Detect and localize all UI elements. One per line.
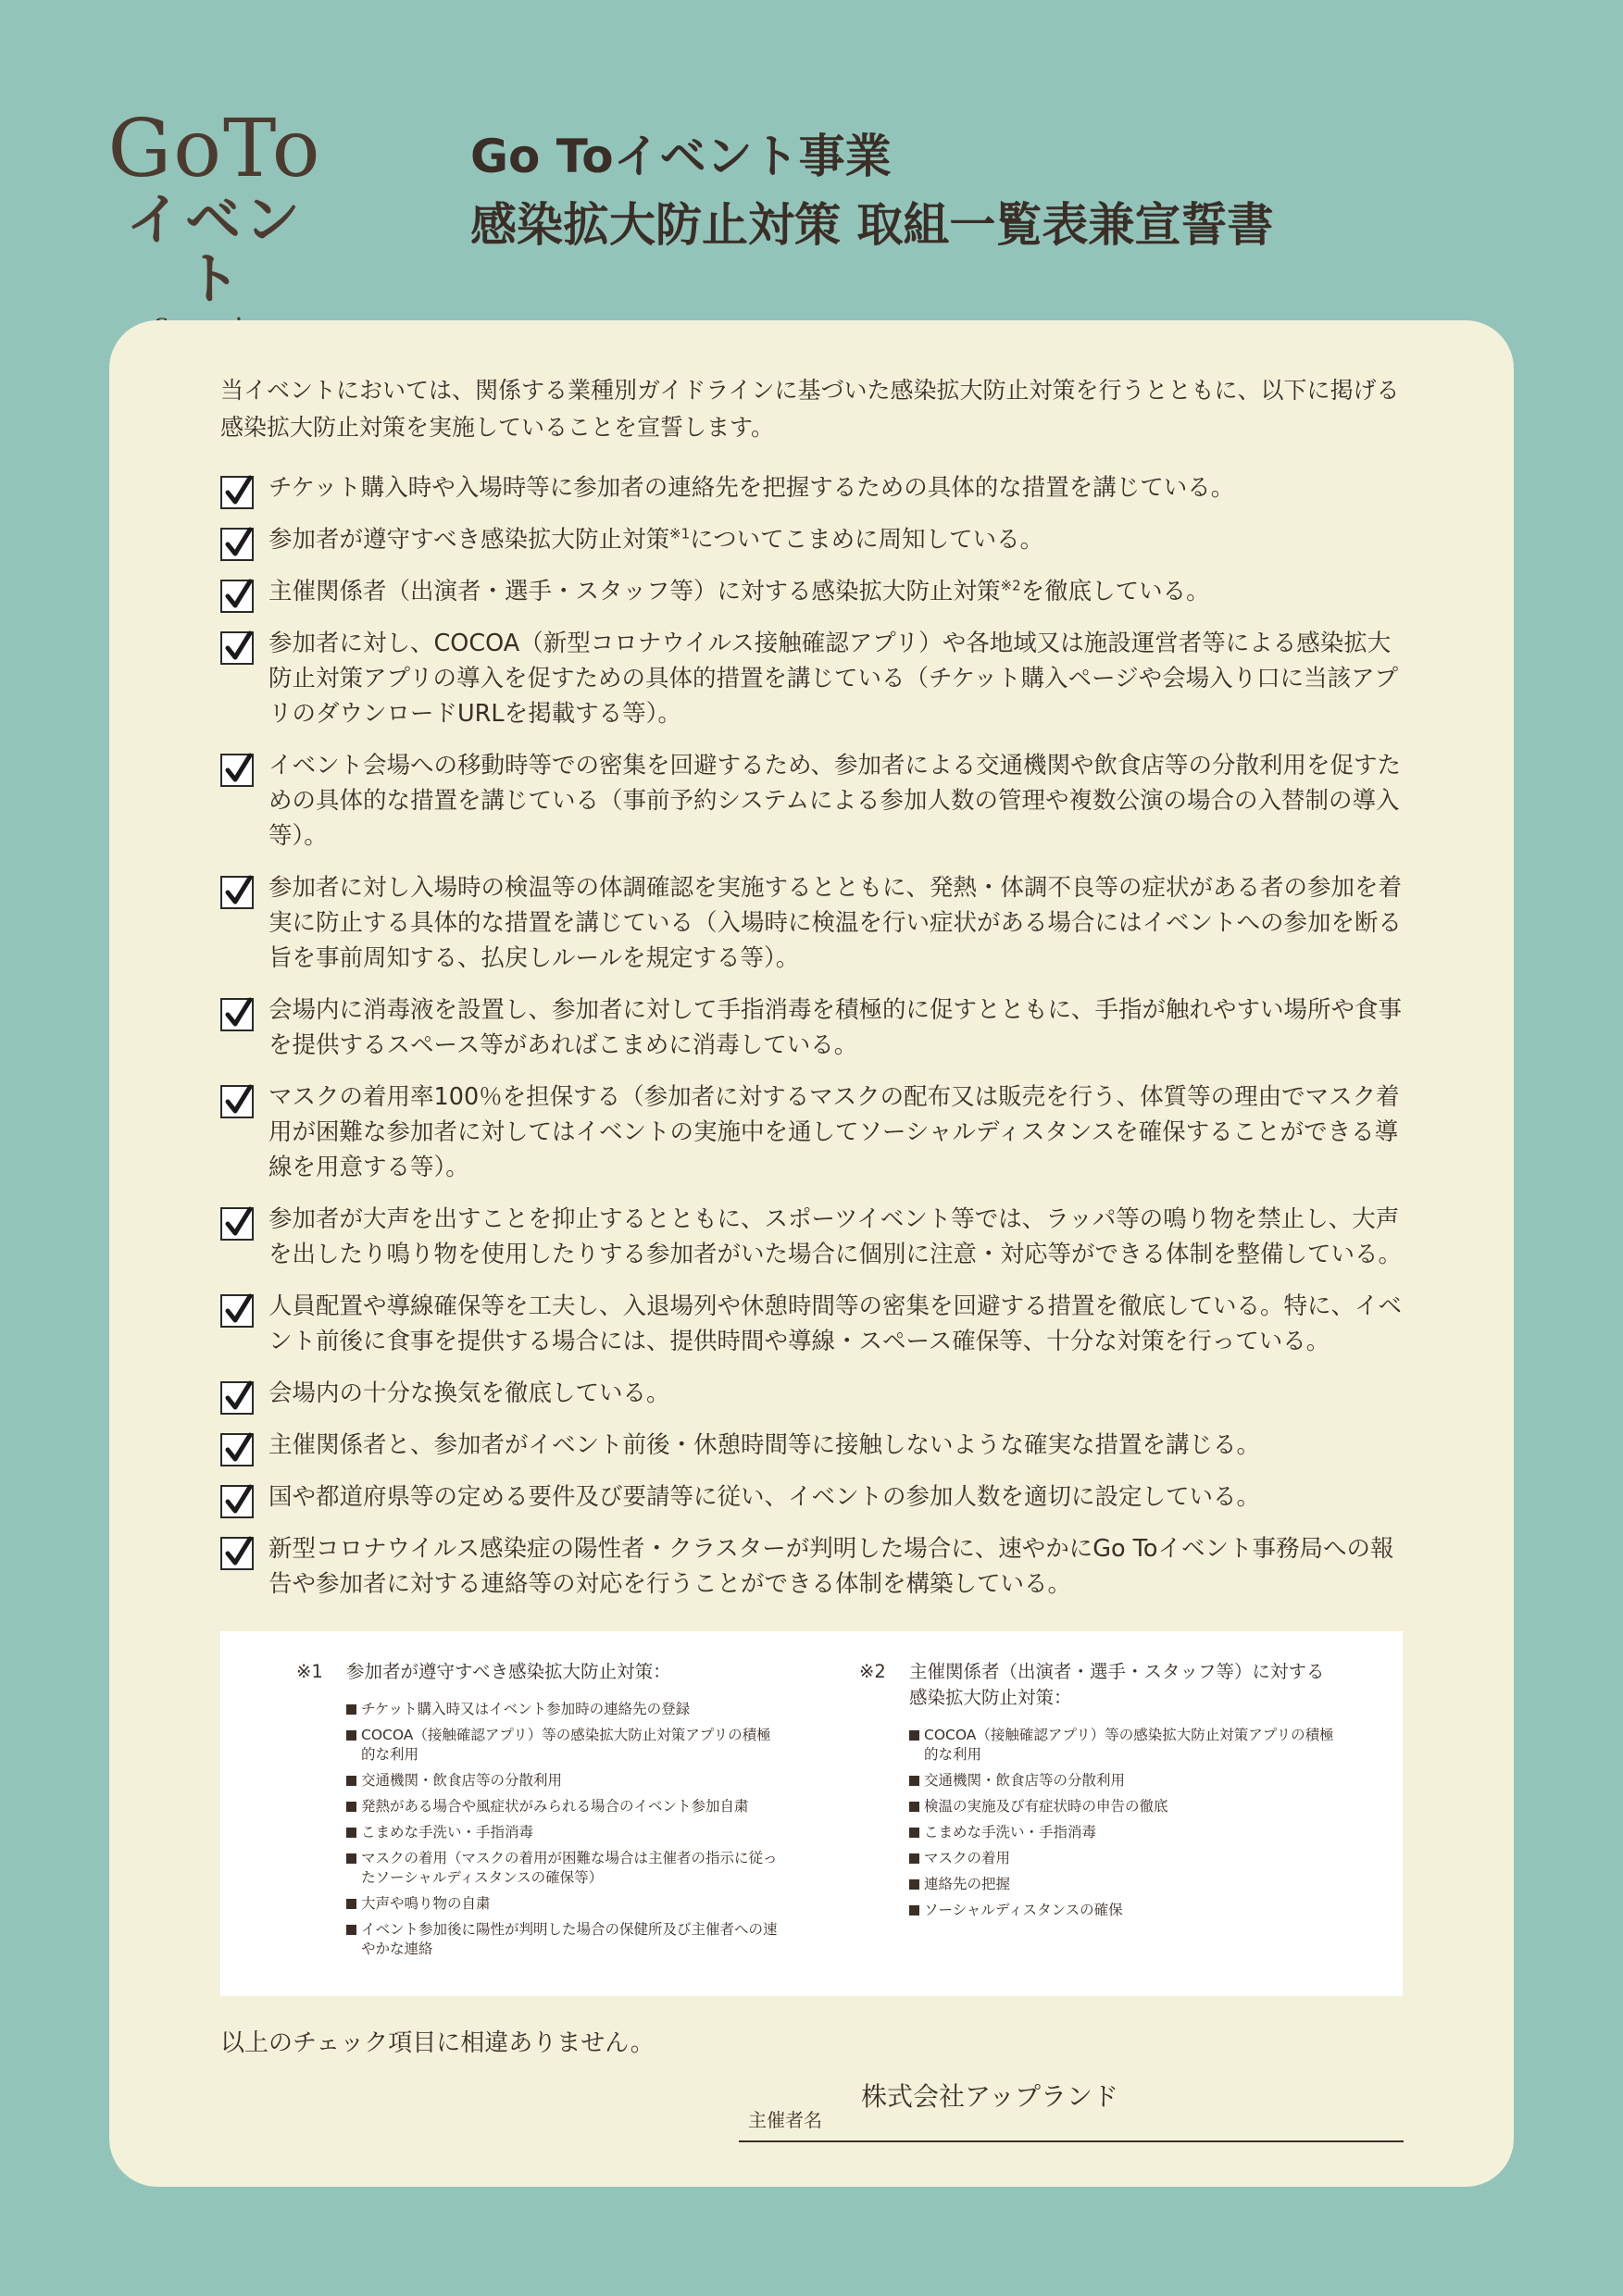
item-text: 参加者に対し入場時の検温等の体調確認を実施するとともに、発熱・体調不良等の症状がある者の参加を着実に防止する具体的な措置を講じている（入場時に検温を行い症状がある場合にはイベントへの参加を断る旨を事前周知する、払戻しルールを規定する等）。 <box>268 874 1403 972</box>
footnote-mark: ※2 <box>859 1661 886 1682</box>
footnote-1 <box>296 1659 778 1965</box>
checkmark-icon <box>224 1083 254 1117</box>
confirmation-text: 以上のチェック項目に相違ありません。 <box>220 2029 655 2057</box>
list-item: こまめな手洗い・手指消毒 <box>909 1823 1341 1842</box>
list-item: 連絡先の把握 <box>909 1875 1341 1894</box>
item-text: イベント会場への移動時等での密集を回避するため、参加者による交通機関や飲食店等の分散利用を促すための具体的な措置を講じている（事前予約システムによる参加人数の管理や複数公演の場合の入替制の導入等）。 <box>268 752 1401 850</box>
checklist-item <box>220 748 1405 854</box>
item-text: 人員配置や導線確保等を工夫し、入退場列や休憩時間等の密集を回避する措置を徹底している。特に、イベント前後に食事を提供する場合には、提供時間や導線・スペース確保等、十分な対策を行っている。 <box>268 1292 1403 1355</box>
checklist-item <box>220 574 1405 609</box>
list-item: こまめな手洗い・手指消毒 <box>346 1823 778 1842</box>
checklist <box>220 470 1405 1618</box>
checkbox-checked[interactable] <box>220 476 254 509</box>
checklist-item <box>220 1202 1405 1272</box>
checkbox-checked[interactable] <box>220 876 254 909</box>
declaration-panel <box>109 320 1514 2187</box>
item-text: 会場内に消毒液を設置し、参加者に対して手指消毒を積極的に促すとともに、手指が触れやすい場所や食事を提供するスペース等があればこまめに消毒している。 <box>268 996 1403 1059</box>
item-text: 参加者が遵守すべき感染拡大防止対策 <box>268 526 669 554</box>
checklist-item <box>220 1531 1405 1602</box>
list-item: 検温の実施及び有症状時の申告の徹底 <box>909 1797 1341 1816</box>
footnote-2 <box>859 1659 1341 1927</box>
checkmark-icon <box>224 1483 254 1516</box>
logo-goto-text: GoTo <box>107 103 322 195</box>
checkbox-checked[interactable] <box>220 580 254 613</box>
goto-event-logo <box>104 103 326 312</box>
checkbox-checked[interactable] <box>220 1207 254 1241</box>
footnote-mark: ※1 <box>296 1661 323 1682</box>
list-item: マスクの着用 <box>909 1849 1341 1868</box>
title-line-2: 感染拡大防止対策 取組一覧表兼宣誓書 <box>470 198 1274 252</box>
item-text: マスクの着用率100％を担保する（参加者に対するマスクの配布又は販売を行う、体質等の理由でマスク着用が困難な参加者に対してはイベントの実施中を通してソーシャルディスタンスを確保することができる導線を用意する等）。 <box>268 1083 1400 1181</box>
list-item: 交通機関・飲食店等の分散利用 <box>346 1771 778 1791</box>
checkmark-icon <box>224 996 254 1029</box>
checklist-item <box>220 522 1405 557</box>
item-text: 主催関係者と、参加者がイベント前後・休憩時間等に接触しないような確実な措置を講じる。 <box>268 1431 1261 1459</box>
list-item: COCOA（接触確認アプリ）等の感染拡大防止対策アプリの積極的な利用 <box>346 1726 778 1765</box>
checkmark-icon <box>224 526 254 559</box>
checkmark-icon <box>224 1292 254 1326</box>
footnote-heading: 参加者が遵守すべき感染拡大防止対策： <box>346 1661 671 1682</box>
item-text: 新型コロナウイルス感染症の陽性者・クラスターが判明した場合に、速やかにGo Toイベント事務局への報告や参加者に対する連絡等の対応を行うことができる体制を構築している。 <box>268 1535 1394 1598</box>
checkmark-icon <box>224 630 254 663</box>
checkmark-icon <box>224 1535 254 1568</box>
signature-line <box>739 2140 1404 2142</box>
checkmark-icon <box>224 1431 254 1465</box>
checkbox-checked[interactable] <box>220 754 254 787</box>
list-item: 大声や鳴り物の自粛 <box>346 1894 778 1914</box>
title-line-1: Go Toイベント事業 <box>470 130 892 183</box>
item-text: 国や都道府県等の定める要件及び要請等に従い、イベントの参加人数を適切に設定している。 <box>268 1483 1261 1511</box>
checkmark-icon <box>224 874 254 907</box>
checklist-item <box>220 992 1405 1063</box>
footnote-list <box>296 1700 778 1959</box>
list-item: 交通機関・飲食店等の分散利用 <box>909 1771 1341 1791</box>
intro-text: 当イベントにおいては、関係する業種別ガイドラインに基づいた感染拡大防止対策を行うとともに、以下に掲げる感染拡大防止対策を実施していることを宣誓します。 <box>220 377 1400 441</box>
logo-event-text: イベント <box>126 188 304 312</box>
organizer-label: 主催者名 <box>748 2109 822 2131</box>
checkmark-icon <box>224 752 254 785</box>
checkbox-checked[interactable] <box>220 631 254 665</box>
checkbox-checked[interactable] <box>220 1381 254 1415</box>
checkmark-icon <box>224 474 254 507</box>
checkmark-icon <box>224 578 254 611</box>
checkmark-icon <box>224 1379 254 1413</box>
checklist-item <box>220 470 1405 505</box>
checkmark-icon <box>224 1205 254 1239</box>
note-ref: ※2 <box>1000 577 1021 594</box>
checklist-item <box>220 1428 1405 1463</box>
checkbox-checked[interactable] <box>220 1485 254 1518</box>
list-item: 発熱がある場合や風症状がみられる場合のイベント参加自粛 <box>346 1797 778 1816</box>
item-text: 参加者に対し、COCOA（新型コロナウイルス接触確認アプリ）や各地域又は施設運営者等による感染拡大防止対策アプリの導入を促すための具体的措置を講じている（チケット購入ページや会場入り口に当該アプリのダウンロードURLを掲載する等）。 <box>268 630 1399 728</box>
footnote-heading: 主催関係者（出演者・選手・スタッフ等）に対する感染拡大防止対策： <box>909 1661 1325 1708</box>
note-ref: ※1 <box>669 525 691 543</box>
checklist-item <box>220 1289 1405 1359</box>
checklist-item <box>220 1479 1405 1515</box>
list-item: COCOA（接触確認アプリ）等の感染拡大防止対策アプリの積極的な利用 <box>909 1726 1341 1765</box>
checkbox-checked[interactable] <box>220 1537 254 1570</box>
checkbox-checked[interactable] <box>220 1433 254 1466</box>
checkbox-checked[interactable] <box>220 528 254 561</box>
checklist-item <box>220 1079 1405 1185</box>
item-text-after: についてこまめに周知している。 <box>690 526 1044 554</box>
item-text: 主催関係者（出演者・選手・スタッフ等）に対する感染拡大防止対策 <box>268 578 1001 605</box>
list-item: チケット購入時又はイベント参加時の連絡先の登録 <box>346 1700 778 1719</box>
page-title <box>470 126 1273 256</box>
checklist-item <box>220 870 1405 976</box>
list-item: ソーシャルディスタンスの確保 <box>909 1901 1341 1920</box>
item-text: 会場内の十分な換気を徹底している。 <box>268 1379 670 1407</box>
list-item: イベント参加後に陽性が判明した場合の保健所及び主催者への速やかな連絡 <box>346 1920 778 1959</box>
footnotes-box <box>220 1631 1403 1996</box>
checkbox-checked[interactable] <box>220 1294 254 1328</box>
checklist-item <box>220 1376 1405 1411</box>
footnote-list <box>859 1726 1341 1920</box>
item-text-after: を徹底している。 <box>1020 578 1210 605</box>
organizer-name-field[interactable]: 株式会社アップランド <box>861 2081 1119 2112</box>
checklist-item <box>220 626 1405 731</box>
list-item: マスクの着用（マスクの着用が困難な場合は主催者の指示に従ったソーシャルディスタンスの確保等） <box>346 1849 778 1888</box>
checkbox-checked[interactable] <box>220 998 254 1031</box>
item-text: 参加者が大声を出すことを抑止するとともに、スポーツイベント等では、ラッパ等の鳴り物を禁止し、大声を出したり鳴り物を使用したりする参加者がいた場合に個別に注意・対応等ができる体制を整備している。 <box>268 1205 1403 1268</box>
item-text: チケット購入時や入場時等に参加者の連絡先を把握するための具体的な措置を講じている。 <box>268 474 1235 502</box>
checkbox-checked[interactable] <box>220 1085 254 1118</box>
